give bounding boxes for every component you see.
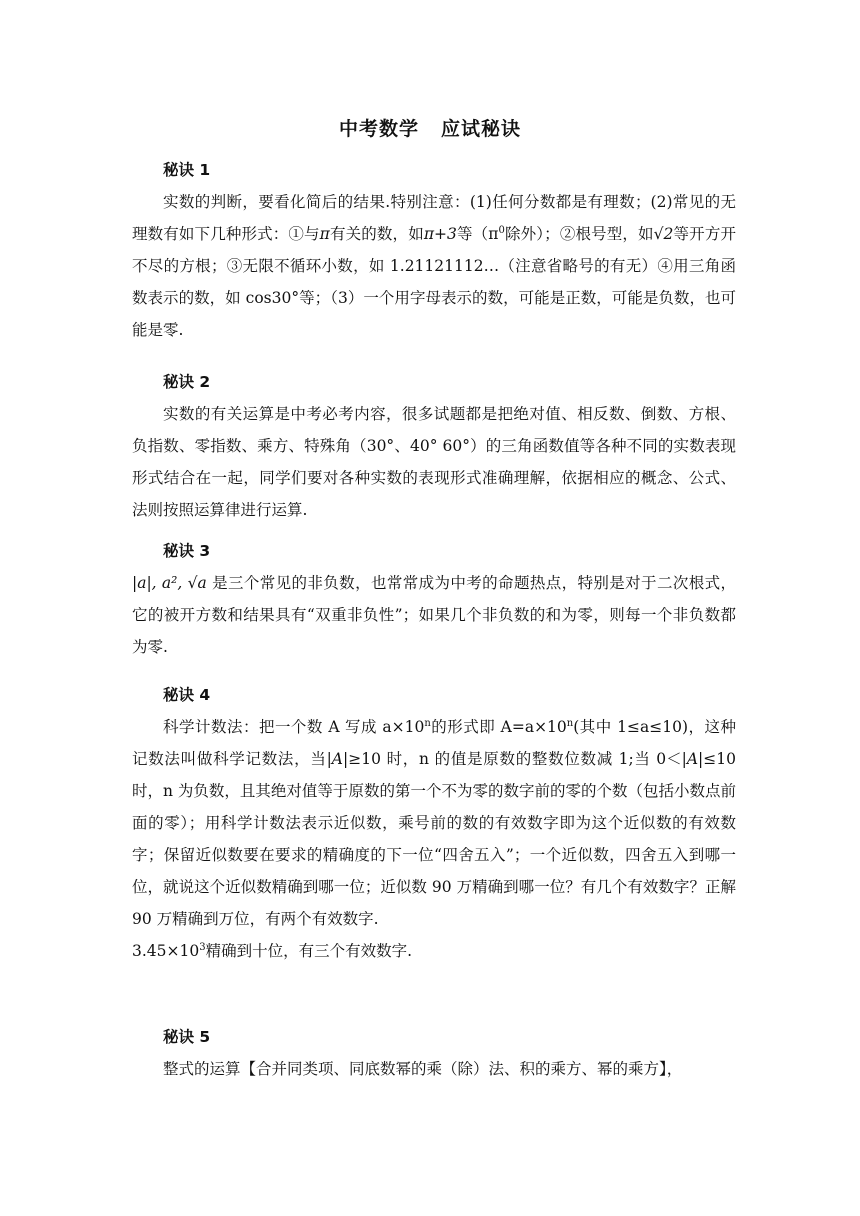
section-heading: 秘诀 3: [163, 542, 211, 560]
text-run: 是三个常见的非负数，也常常成为中考的命题热点，特别是对于二次根式，它的被开方数和结果具有“双重非负性”；如果几个非负数的和为零，则每一个非负数都为零.: [132, 574, 736, 656]
section-5: [132, 1021, 736, 1085]
text-run: 等开方开不尽的方根；③无限不循环小数，如 1.21121112…（注意省略号的有无）④用三角函数表示的数，如 cos30°等；（3）一个用字母表示的数，可能是正数，可能是负数，也可能是零.: [132, 225, 736, 339]
document-title: [0, 114, 860, 141]
section-paragraph: [132, 935, 736, 967]
text-run: 等（π: [456, 225, 499, 243]
title-part-2: 应试秘诀: [441, 118, 522, 140]
text-run: 科学计数法：把一个数 A 写成 a×10: [163, 718, 425, 736]
section-paragraph: 实数的有关运算是中考必考内容，很多试题都是把绝对值、相反数、倒数、方根、负指数、零指数、乘方、特殊角（30°、40° 60°）的三角函数值等各种不同的实数表现形式结合在一起，同学们要对各种实数的表现形式准确理解，依据相应的概念、公式、法则按照运算律进行运算.: [132, 405, 736, 519]
superscript: 0: [498, 224, 505, 236]
title-part-1: 中考数学: [338, 118, 419, 140]
section-paragraph: 整式的运算【合并同类项、同底数幂的乘（除）法、积的乘方、幂的乘方】，: [163, 1060, 683, 1078]
section-3: [132, 535, 736, 663]
section-1: [132, 154, 736, 346]
text-run: ≥10 时，n 的值是原数的整数位数减 1;当 0＜: [348, 750, 682, 768]
section-paragraph: [132, 186, 736, 346]
section-2: [132, 366, 736, 526]
absolute-a: |A|: [681, 750, 704, 768]
pi-symbol: π: [319, 225, 330, 243]
superscript: 3: [199, 941, 206, 953]
section-paragraph: [132, 567, 736, 663]
text-run: 的形式即 A=a×10: [430, 718, 567, 736]
section-paragraph: [132, 711, 736, 935]
text-run: 除外）；②根号型，如: [504, 225, 654, 243]
nonnegative-expressions: |a|, a², √a: [132, 574, 207, 592]
section-heading: 秘诀 2: [163, 373, 211, 391]
text-run: ≤10 时，n 为负数，且其绝对值等于原数的第一个不为零的数字前的零的个数（包括小数点前面的零）；用科学计数法表示近似数，乘号前的数的有效数字即为这个近似数的有效数字；保留近似数要在要求的精确度的下一位“四舍五入”；一个近似数，四舍五入到哪一位，就说这个近似数精确到哪一位；近似数 90 万精确到哪一位？有几个有效数字？正解 90 万精确到万位，有两个有效数字.: [132, 750, 736, 928]
text-run: 实数的判断，要看化简后的结果.特别注意：(1)任何分数都是有理数；(2)常见的无理数有如下几种形式：①与: [132, 193, 736, 243]
pi-expression: π+3: [423, 225, 457, 243]
text-run: 精确到十位，有三个有效数字.: [205, 942, 413, 960]
text-run: 有关的数，如: [329, 225, 424, 243]
section-heading: 秘诀 4: [163, 686, 211, 704]
section-heading: 秘诀 5: [163, 1028, 211, 1046]
section-4: [132, 679, 736, 967]
superscript: n: [566, 717, 574, 729]
superscript: n: [424, 717, 431, 729]
text-run: 3.45×10: [132, 942, 200, 960]
text-run: (其中 1≤a≤10)，这种记数法叫做科学记数法，当: [132, 718, 736, 768]
sqrt-two: √2: [653, 225, 674, 243]
absolute-a: |A|: [326, 750, 349, 768]
section-heading: 秘诀 1: [163, 161, 211, 179]
